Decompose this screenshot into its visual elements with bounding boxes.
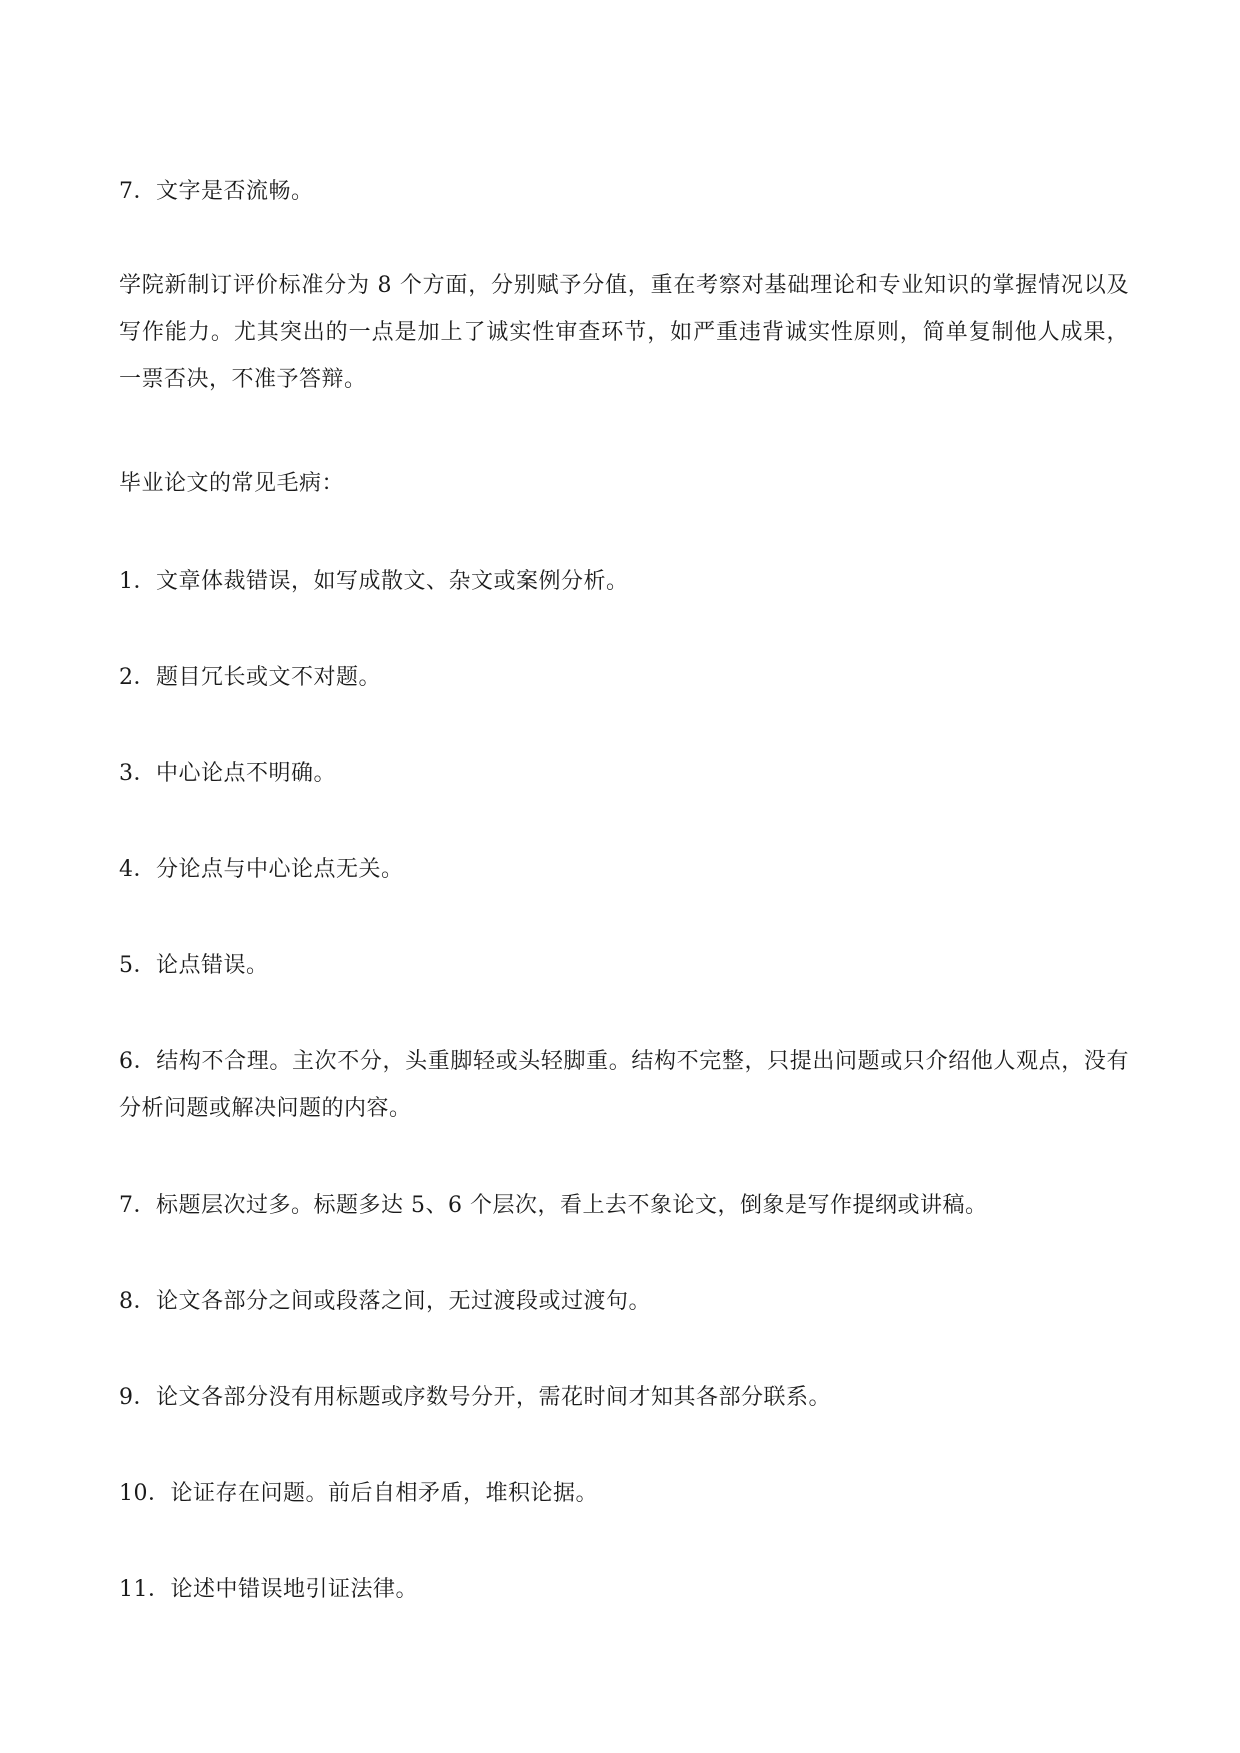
list-item-problem-10: 10．论证存在问题。前后自相矛盾，堆积论据。 <box>119 1481 598 1506</box>
list-item-problem-6: 6．结构不合理。主次不分，头重脚轻或头轻脚重。结构不完整，只提出问题或只介绍他人观点，没有分析问题或解决问题的内容。 <box>119 1049 1129 1121</box>
paragraph-text-fluency: 7．文字是否流畅。 <box>119 179 314 204</box>
list-item-problem-11: 11．论述中错误地引证法律。 <box>119 1577 418 1602</box>
list-item-problem-2: 2．题目冗长或文不对题。 <box>119 665 381 690</box>
list-item-problem-7: 7．标题层次过多。标题多达 5、6 个层次，看上去不象论文，倒象是写作提纲或讲稿。 <box>119 1193 988 1218</box>
list-item-problem-1: 1．文章体裁错误，如写成散文、杂文或案例分析。 <box>119 569 629 594</box>
list-item-problem-5: 5．论点错误。 <box>119 953 269 978</box>
paragraph-evaluation-standard: 学院新制订评价标准分为 8 个方面，分别赋予分值，重在考察对基础理论和专业知识的掌握情况以及写作能力。尤其突出的一点是加上了诚实性审查环节，如严重违背诚实性原则，简单复制他人成果，一票否决，不准予答辩。 <box>119 273 1129 392</box>
list-item-problem-4: 4．分论点与中心论点无关。 <box>119 857 404 882</box>
list-item-problem-9: 9．论文各部分没有用标题或序数号分开，需花时间才知其各部分联系。 <box>119 1385 831 1410</box>
paragraph-common-problems-heading: 毕业论文的常见毛病： <box>119 471 345 496</box>
list-item-problem-8: 8．论文各部分之间或段落之间，无过渡段或过渡句。 <box>119 1289 651 1314</box>
list-item-problem-3: 3．中心论点不明确。 <box>119 761 336 786</box>
